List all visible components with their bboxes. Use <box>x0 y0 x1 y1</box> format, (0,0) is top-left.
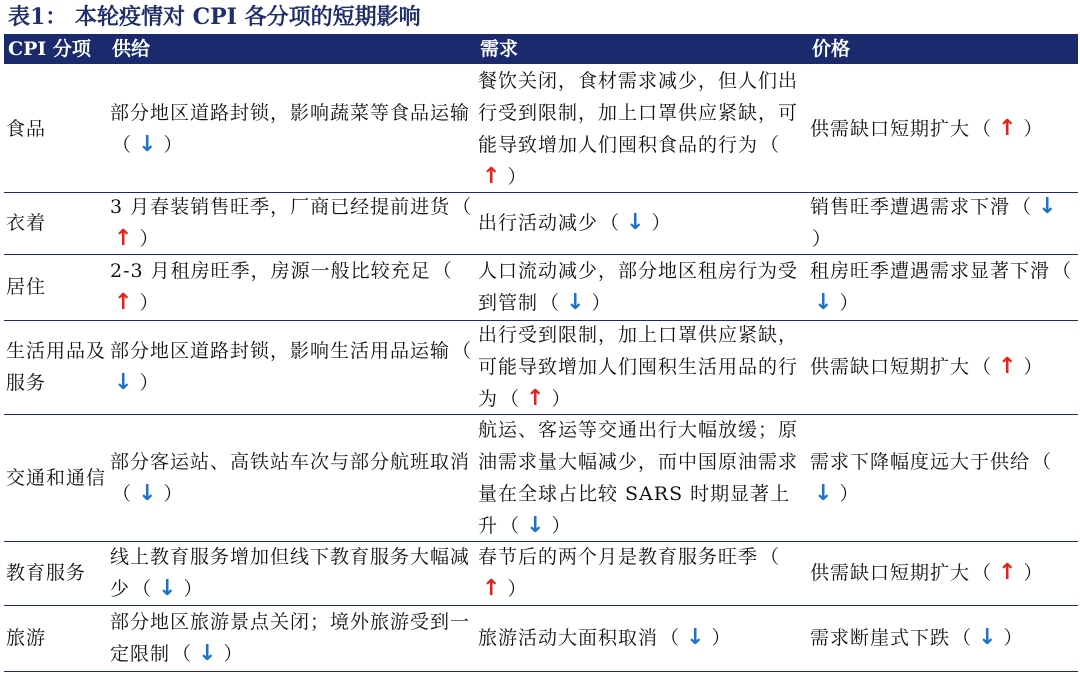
supply-cell <box>110 414 480 541</box>
table-row <box>4 414 1078 542</box>
paren-open: （ <box>452 196 473 218</box>
arrow-up-icon: ↑ <box>998 560 1018 585</box>
paren-close: ） <box>139 372 160 394</box>
arrow-up-icon: ↑ <box>482 163 502 189</box>
paren-close: ） <box>812 228 833 250</box>
paren-open: （ <box>452 340 473 362</box>
table-row <box>4 541 1078 606</box>
price-text: 需求下降幅度远大于供给 <box>810 450 1031 473</box>
cpi-item-cell <box>6 414 106 541</box>
paren-open: （ <box>1012 196 1033 218</box>
cpi-item-label: 生活用品及服务 <box>6 340 107 394</box>
demand-cell <box>478 65 808 192</box>
paren-open: （ <box>112 133 133 156</box>
arrow-down-icon: ↓ <box>978 625 998 650</box>
price-cell <box>810 192 1076 254</box>
supply-cell <box>110 605 480 671</box>
paren-close: ） <box>711 627 732 649</box>
demand-cell <box>478 320 808 414</box>
table-row <box>4 65 1078 193</box>
price-cell <box>810 254 1076 320</box>
supply-text: 部分客运站、高铁站车次与部分航班取消 <box>110 450 471 473</box>
demand-cell <box>478 541 808 605</box>
paren-open: （ <box>600 212 621 234</box>
paren-close: ） <box>1023 117 1044 140</box>
paren-close: ） <box>551 514 572 537</box>
price-cell <box>810 605 1076 671</box>
paren-open: （ <box>972 117 993 140</box>
paren-open: （ <box>760 546 781 568</box>
paren-close: ） <box>551 388 572 410</box>
arrow-up-icon: ↑ <box>998 354 1018 379</box>
paren-close: ） <box>139 292 160 314</box>
paren-close: ） <box>139 228 160 250</box>
supply-text: 部分地区旅游景点关闭；境外旅游受到一定限制 <box>110 611 471 665</box>
paren-open: （ <box>500 388 521 410</box>
header-supply: 供给 <box>112 38 151 60</box>
demand-text: 餐饮关闭，食材需求减少，但人们出行受到限制，加上口罩供应紧缺，可能导致增加人们囤积食品的行为 <box>478 69 799 156</box>
table-row <box>4 192 1078 255</box>
arrow-up-icon: ↑ <box>526 386 546 411</box>
arrow-down-icon: ↓ <box>686 625 706 650</box>
header-price: 价格 <box>812 38 851 60</box>
cpi-item-label: 旅游 <box>6 627 47 649</box>
paren-close: ） <box>591 292 612 314</box>
supply-cell <box>110 254 480 320</box>
paren-close: ） <box>839 292 860 314</box>
price-text: 需求断崖式下跌 <box>810 627 951 649</box>
demand-cell <box>478 192 808 254</box>
supply-cell <box>110 541 480 605</box>
paren-close: ） <box>163 482 184 505</box>
paren-close: ） <box>1023 356 1044 378</box>
table-header <box>4 34 1078 64</box>
paren-open: （ <box>972 356 993 378</box>
paren-close: ） <box>223 643 244 665</box>
arrow-down-icon: ↓ <box>114 370 134 395</box>
paren-open: （ <box>112 482 133 505</box>
arrow-up-icon: ↑ <box>482 576 502 601</box>
price-cell <box>810 320 1076 414</box>
price-cell <box>810 65 1076 192</box>
paren-open: （ <box>132 578 153 600</box>
paren-open: （ <box>540 292 561 314</box>
arrow-down-icon: ↓ <box>566 290 586 315</box>
header-demand: 需求 <box>480 38 519 60</box>
paren-open: （ <box>760 133 781 156</box>
header-cpi-item: CPI 分项 <box>8 38 91 60</box>
supply-text: 3 月春装销售旺季，厂商已经提前进货 <box>110 196 451 218</box>
price-text: 供需缺口短期扩大 <box>810 117 971 140</box>
paren-close: ） <box>507 165 528 188</box>
paren-close: ） <box>183 578 204 600</box>
paren-close: ） <box>507 578 528 600</box>
demand-text: 出行受到限制，加上口罩供应紧缺，可能导致增加人们囤积生活用品的行为 <box>478 324 799 410</box>
cpi-item-label: 教育服务 <box>6 562 87 584</box>
arrow-down-icon: ↓ <box>814 290 834 315</box>
supply-text: 线上教育服务增加但线下教育服务大幅减少 <box>110 546 471 600</box>
cpi-item-cell <box>6 192 106 254</box>
paren-open: （ <box>432 260 453 282</box>
paren-close: ） <box>839 482 860 505</box>
paren-open: （ <box>500 514 521 537</box>
cpi-item-label: 交通和通信 <box>6 466 107 489</box>
price-text: 供需缺口短期扩大 <box>810 356 971 378</box>
paren-open: （ <box>972 562 993 584</box>
table-row <box>4 605 1078 672</box>
paren-close: ） <box>1003 627 1024 649</box>
table-row <box>4 320 1078 415</box>
arrow-down-icon: ↓ <box>1038 194 1058 219</box>
paren-open: （ <box>172 643 193 665</box>
table-title: 表1： 本轮疫情对 CPI 各分项的短期影响 <box>8 4 421 30</box>
paren-open: （ <box>1032 450 1053 473</box>
paren-close: ） <box>651 212 672 234</box>
arrow-down-icon: ↓ <box>526 512 546 538</box>
price-text: 租房旺季遭遇需求显著下滑 <box>810 260 1051 282</box>
arrow-down-icon: ↓ <box>626 210 646 235</box>
demand-text: 春节后的两个月是教育服务旺季 <box>478 546 759 568</box>
cpi-item-cell <box>6 254 106 320</box>
supply-cell <box>110 192 480 254</box>
arrow-down-icon: ↓ <box>158 576 178 601</box>
paren-close: ） <box>163 133 184 156</box>
demand-text: 人口流动减少，部分地区租房行为受到管制 <box>478 260 799 314</box>
cpi-item-label: 食品 <box>6 117 47 140</box>
arrow-up-icon: ↑ <box>998 115 1018 141</box>
arrow-up-icon: ↑ <box>114 290 134 315</box>
demand-cell <box>478 414 808 541</box>
paren-open: （ <box>952 627 973 649</box>
price-text: 销售旺季遭遇需求下滑 <box>810 196 1011 218</box>
supply-text: 部分地区道路封锁，影响蔬菜等食品运输 <box>110 101 471 124</box>
cpi-item-cell <box>6 541 106 605</box>
paren-close: ） <box>1023 562 1044 584</box>
price-cell <box>810 414 1076 541</box>
cpi-item-label: 衣着 <box>6 212 47 234</box>
demand-cell <box>478 254 808 320</box>
arrow-down-icon: ↓ <box>814 480 834 506</box>
supply-text: 部分地区道路封锁，影响生活用品运输 <box>110 340 451 362</box>
arrow-down-icon: ↓ <box>138 480 158 506</box>
cpi-item-label: 居住 <box>6 276 47 298</box>
table-row <box>4 254 1078 321</box>
supply-cell <box>110 65 480 192</box>
cpi-item-cell <box>6 605 106 671</box>
arrow-down-icon: ↓ <box>138 131 158 157</box>
demand-text: 旅游活动大面积取消 <box>478 627 659 649</box>
price-cell <box>810 541 1076 605</box>
arrow-up-icon: ↑ <box>114 226 134 251</box>
demand-text: 出行活动减少 <box>478 212 599 234</box>
demand-text: 航运、客运等交通出行大幅放缓；原油需求量大幅减少，而中国原油需求量在全球占比较 SARS 时期显著上升 <box>478 418 799 537</box>
price-text: 供需缺口短期扩大 <box>810 562 971 584</box>
cpi-item-cell <box>6 65 106 192</box>
supply-text: 2-3 月租房旺季，房源一般比较充足 <box>110 260 431 282</box>
cpi-item-cell <box>6 320 106 414</box>
supply-cell <box>110 320 480 414</box>
paren-open: （ <box>1052 260 1073 282</box>
arrow-down-icon: ↓ <box>198 641 218 666</box>
demand-cell <box>478 605 808 671</box>
paren-open: （ <box>660 627 681 649</box>
